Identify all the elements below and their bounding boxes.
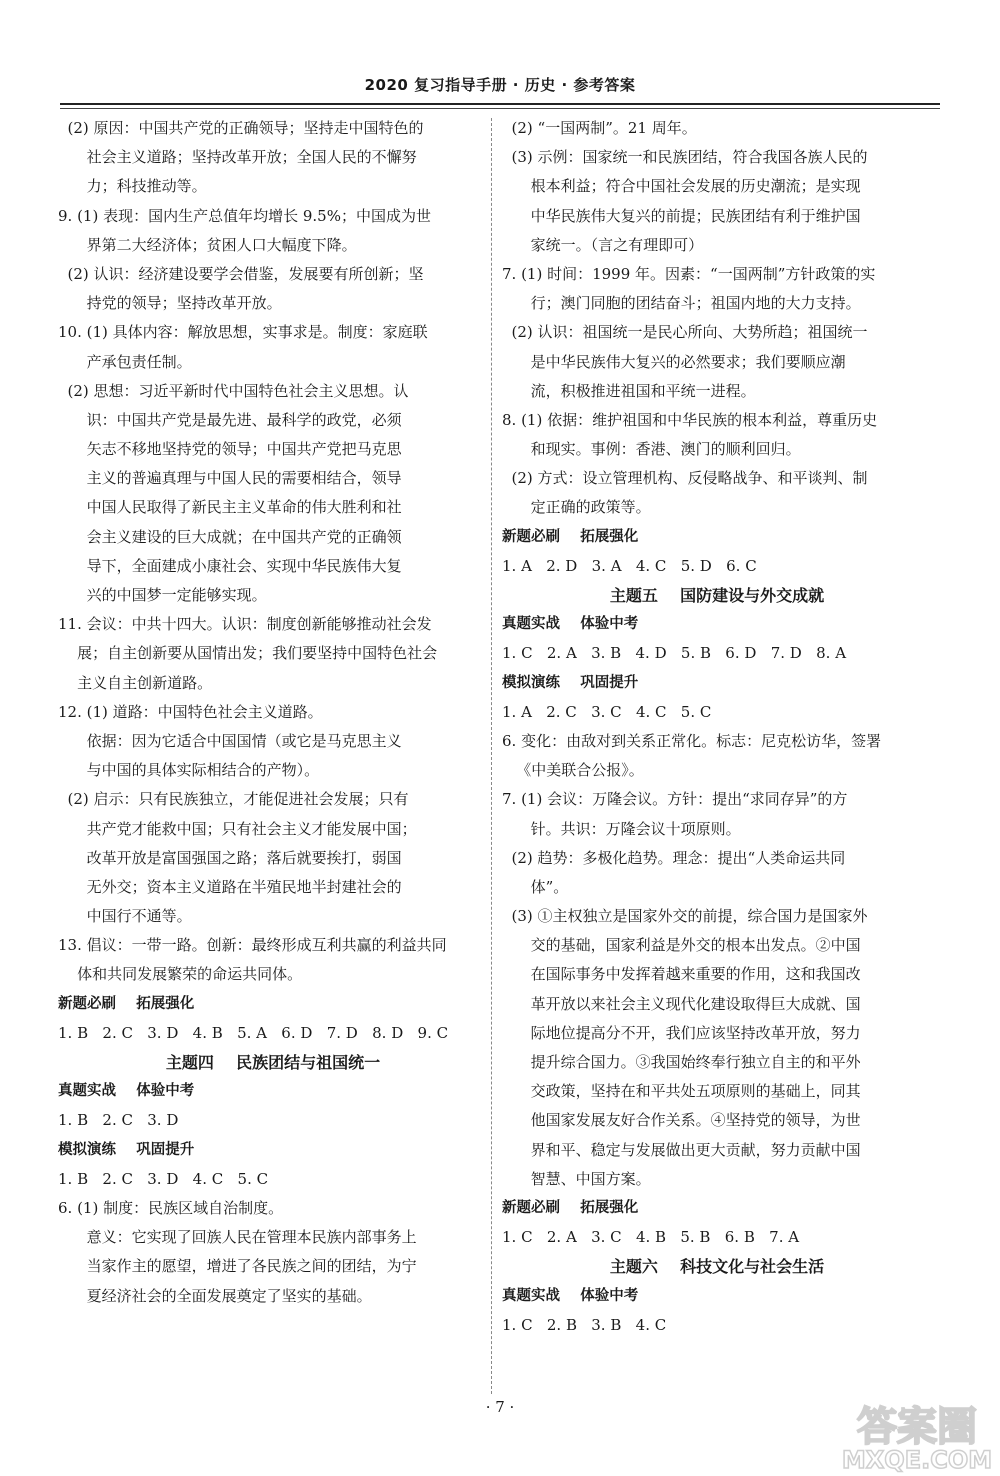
subsection-label: 真题实战 体验中考 bbox=[502, 1287, 639, 1304]
text-line: 家统一。（言之有理即可） bbox=[502, 235, 704, 254]
text-line: (2) 趋势：多极化趋势。理念：提出“人类命运共同 bbox=[502, 848, 846, 867]
right-column bbox=[502, 114, 932, 1340]
text-line: (2) 原因：中国共产党的正确领导；坚持走中国特色的 bbox=[58, 119, 424, 137]
text-line: 和现实。事例：香港、澳门的顺利回归。 bbox=[502, 440, 801, 459]
text-line: 根本利益；符合中国社会发展的历史潮流；是实现 bbox=[502, 177, 861, 196]
subsection-label: 新题必刷 拓展强化 bbox=[58, 995, 195, 1012]
text-line: 意义：它实现了回族人民在管理本民族内部事务上 bbox=[58, 1228, 417, 1247]
text-line: 10. (1) 具体内容：解放思想，实事求是。制度：家庭联 bbox=[58, 323, 428, 342]
text-line: 针。共识：万隆会议十项原则。 bbox=[502, 819, 741, 838]
text-line: 8. (1) 依据：维护祖国和中华民族的根本利益，尊重历史 bbox=[502, 410, 878, 429]
text-line: 展；自主创新要从国情出发；我们要坚持中国特色社会 bbox=[58, 644, 438, 663]
text-line: 7. (1) 时间：1999 年。因素：“一国两制”方针政策的实 bbox=[502, 264, 876, 283]
text-line: (2) 启示：只有民族独立，才能促进社会发展；只有 bbox=[58, 790, 409, 809]
subsection-label: 模拟演练 巩固提升 bbox=[502, 674, 639, 691]
subsection-label: 模拟演练 巩固提升 bbox=[58, 1141, 195, 1158]
text-line: (2) 思想：习近平新时代中国特色社会主义思想。认 bbox=[58, 381, 409, 400]
watermark-logo bbox=[842, 1396, 992, 1474]
text-line: 1. B 2. C 3. D bbox=[58, 1111, 179, 1130]
text-line: 改革开放是富国强国之路；落后就要挨打，弱国 bbox=[58, 848, 402, 867]
text-line: 流，积极推进祖国和平统一进程。 bbox=[502, 381, 756, 400]
text-line: 行；澳门同胞的团结奋斗；祖国内地的大力支持。 bbox=[502, 294, 861, 313]
text-line: 主义自主创新道路。 bbox=[58, 673, 213, 692]
subsection-label: 真题实战 体验中考 bbox=[58, 1083, 195, 1100]
text-line: 智慧、中国方案。 bbox=[502, 1169, 651, 1188]
text-line: 在国际事务中发挥着越来重要的作用，这和我国改 bbox=[502, 965, 861, 984]
text-line: 当家作主的愿望，增进了各民族之间的团结，为宁 bbox=[58, 1257, 417, 1276]
text-line: 识：中国共产党是最先进、最科学的政党，必须 bbox=[58, 410, 402, 429]
left-column bbox=[58, 114, 488, 1311]
subsection-label: 新题必刷 拓展强化 bbox=[502, 1199, 639, 1216]
text-line: 6. 变化：由敌对到关系正常化。标志：尼克松访华，签署 bbox=[502, 731, 882, 750]
text-line: 会主义建设的巨大成就；在中国共产党的正确领 bbox=[58, 527, 402, 546]
text-line: 定正确的政策等。 bbox=[502, 498, 651, 517]
text-line: 7. (1) 会议：万隆会议。方针：提出“求同存异”的方 bbox=[502, 790, 848, 809]
text-line: 中华民族伟大复兴的前提；民族团结有利于维护国 bbox=[502, 206, 861, 225]
text-line: 界和平、稳定与发展做出更大贡献，努力贡献中国 bbox=[502, 1140, 861, 1159]
text-line: 依据：因为它适合中国国情（或它是马克思主义 bbox=[58, 731, 402, 750]
text-line: 1. B 2. C 3. D 4. B 5. A 6. D 7. D 8. D 9. C bbox=[58, 1023, 449, 1042]
text-line: 交的基础，国家利益是外交的根本出发点。②中国 bbox=[502, 936, 861, 955]
text-line: 1. B 2. C 3. D 4. C 5. C bbox=[58, 1169, 269, 1188]
text-line: 产承包责任制。 bbox=[58, 352, 192, 371]
text-line: 中国人民取得了新民主主义革命的伟大胜利和社 bbox=[58, 498, 402, 517]
subsection-label: 真题实战 体验中考 bbox=[502, 616, 639, 633]
text-line: 无外交；资本主义道路在半殖民地半封建社会的 bbox=[58, 877, 402, 896]
watermark-top-text: 答案圈 bbox=[857, 1404, 977, 1450]
text-line: 是中华民族伟大复兴的必然要求；我们要顺应潮 bbox=[502, 352, 846, 371]
column-divider bbox=[491, 118, 492, 1394]
text-line: 1. C 2. A 3. C 4. B 5. B 6. B 7. A bbox=[502, 1228, 800, 1247]
text-line: 《中美联合公报》。 bbox=[502, 761, 644, 780]
text-line: 12. (1) 道路：中国特色社会主义道路。 bbox=[58, 702, 323, 721]
text-line: (2) 认识：祖国统一是民心所向、大势所趋；祖国统一 bbox=[502, 323, 868, 342]
text-line: 际地位提高分不开，我们应该坚持改革开放，努力 bbox=[502, 1023, 861, 1042]
section-heading: 主题六 科技文化与社会生活 bbox=[609, 1257, 825, 1277]
text-line: 13. 倡议：一带一路。创新：最终形成互利共赢的利益共同 bbox=[58, 936, 447, 955]
section-heading: 主题五 国防建设与外交成就 bbox=[609, 586, 825, 605]
text-line: 6. (1) 制度：民族区域自治制度。 bbox=[58, 1198, 284, 1217]
text-line: 与中国的具体实际相结合的产物）。 bbox=[58, 761, 320, 780]
text-line: 1. C 2. B 3. B 4. C bbox=[502, 1315, 667, 1334]
text-line: 主义的普遍真理与中国人民的需要相结合，领导 bbox=[58, 469, 402, 488]
text-line: (3) ①主权独立是国家外交的前提，综合国力是国家外 bbox=[502, 907, 868, 926]
text-line: 持党的领导；坚持改革开放。 bbox=[58, 294, 282, 313]
text-line: 交政策，坚持在和平共处五项原则的基础上，同其 bbox=[502, 1082, 861, 1101]
text-line: (3) 示例：国家统一和民族团结，符合我国各族人民的 bbox=[502, 148, 868, 167]
text-line: 他国家发展友好合作关系。④坚持党的领导，为世 bbox=[502, 1111, 861, 1130]
text-line: 1. A 2. C 3. C 4. C 5. C bbox=[502, 702, 712, 721]
page-number: · 7 · bbox=[485, 1398, 515, 1416]
text-line: 9. (1) 表现：国内生产总值年均增长 9.5%；中国成为世 bbox=[58, 206, 431, 225]
watermark-bottom-text: MXQE.COM bbox=[842, 1446, 992, 1474]
text-line: 提升综合国力。③我国始终奉行独立自主的和平外 bbox=[502, 1053, 861, 1071]
text-line: (2) “一国两制”。21 周年。 bbox=[502, 119, 697, 137]
text-line: 体和共同发展繁荣的命运共同体。 bbox=[58, 965, 303, 984]
text-line: (2) 认识：经济建设要学会借鉴，发展要有所创新；坚 bbox=[58, 264, 424, 283]
page-header: 2020 复习指导手册 · 历史 · 参考答案 bbox=[364, 76, 636, 94]
subsection-label: 新题必刷 拓展强化 bbox=[502, 528, 639, 545]
text-line: (2) 方式：设立管理机构、反侵略战争、和平谈判、制 bbox=[502, 469, 868, 488]
header-rule-thick bbox=[60, 103, 940, 105]
text-line: 夏经济社会的全面发展奠定了坚实的基础。 bbox=[58, 1286, 372, 1305]
text-line: 社会主义道路；坚持改革开放；全国人民的不懈努 bbox=[58, 148, 417, 167]
text-line: 11. 会议：中共十四大。认识：制度创新能够推动社会发 bbox=[58, 615, 432, 634]
text-line: 界第二大经济体；贫困人口大幅度下降。 bbox=[58, 235, 357, 254]
text-line: 兴的中国梦一定能够实现。 bbox=[58, 586, 267, 604]
text-line: 导下，全面建成小康社会、实现中华民族伟大复 bbox=[58, 556, 402, 575]
text-line: 中国行不通等。 bbox=[58, 907, 192, 926]
header-rule-thin bbox=[60, 108, 940, 109]
text-line: 1. A 2. D 3. A 4. C 5. D 6. C bbox=[502, 556, 757, 575]
text-line: 力；科技推动等。 bbox=[58, 177, 207, 196]
text-line: 1. C 2. A 3. B 4. D 5. B 6. D 7. D 8. A bbox=[502, 644, 847, 663]
text-line: 共产党才能救中国；只有社会主义才能发展中国； bbox=[58, 819, 417, 838]
text-line: 体”。 bbox=[502, 877, 569, 896]
text-line: 矢志不移地坚持党的领导；中国共产党把马克思 bbox=[58, 440, 402, 459]
text-line: 革开放以来社会主义现代化建设取得巨大成就、国 bbox=[502, 994, 861, 1013]
section-heading: 主题四 民族团结与祖国统一 bbox=[165, 1053, 381, 1072]
